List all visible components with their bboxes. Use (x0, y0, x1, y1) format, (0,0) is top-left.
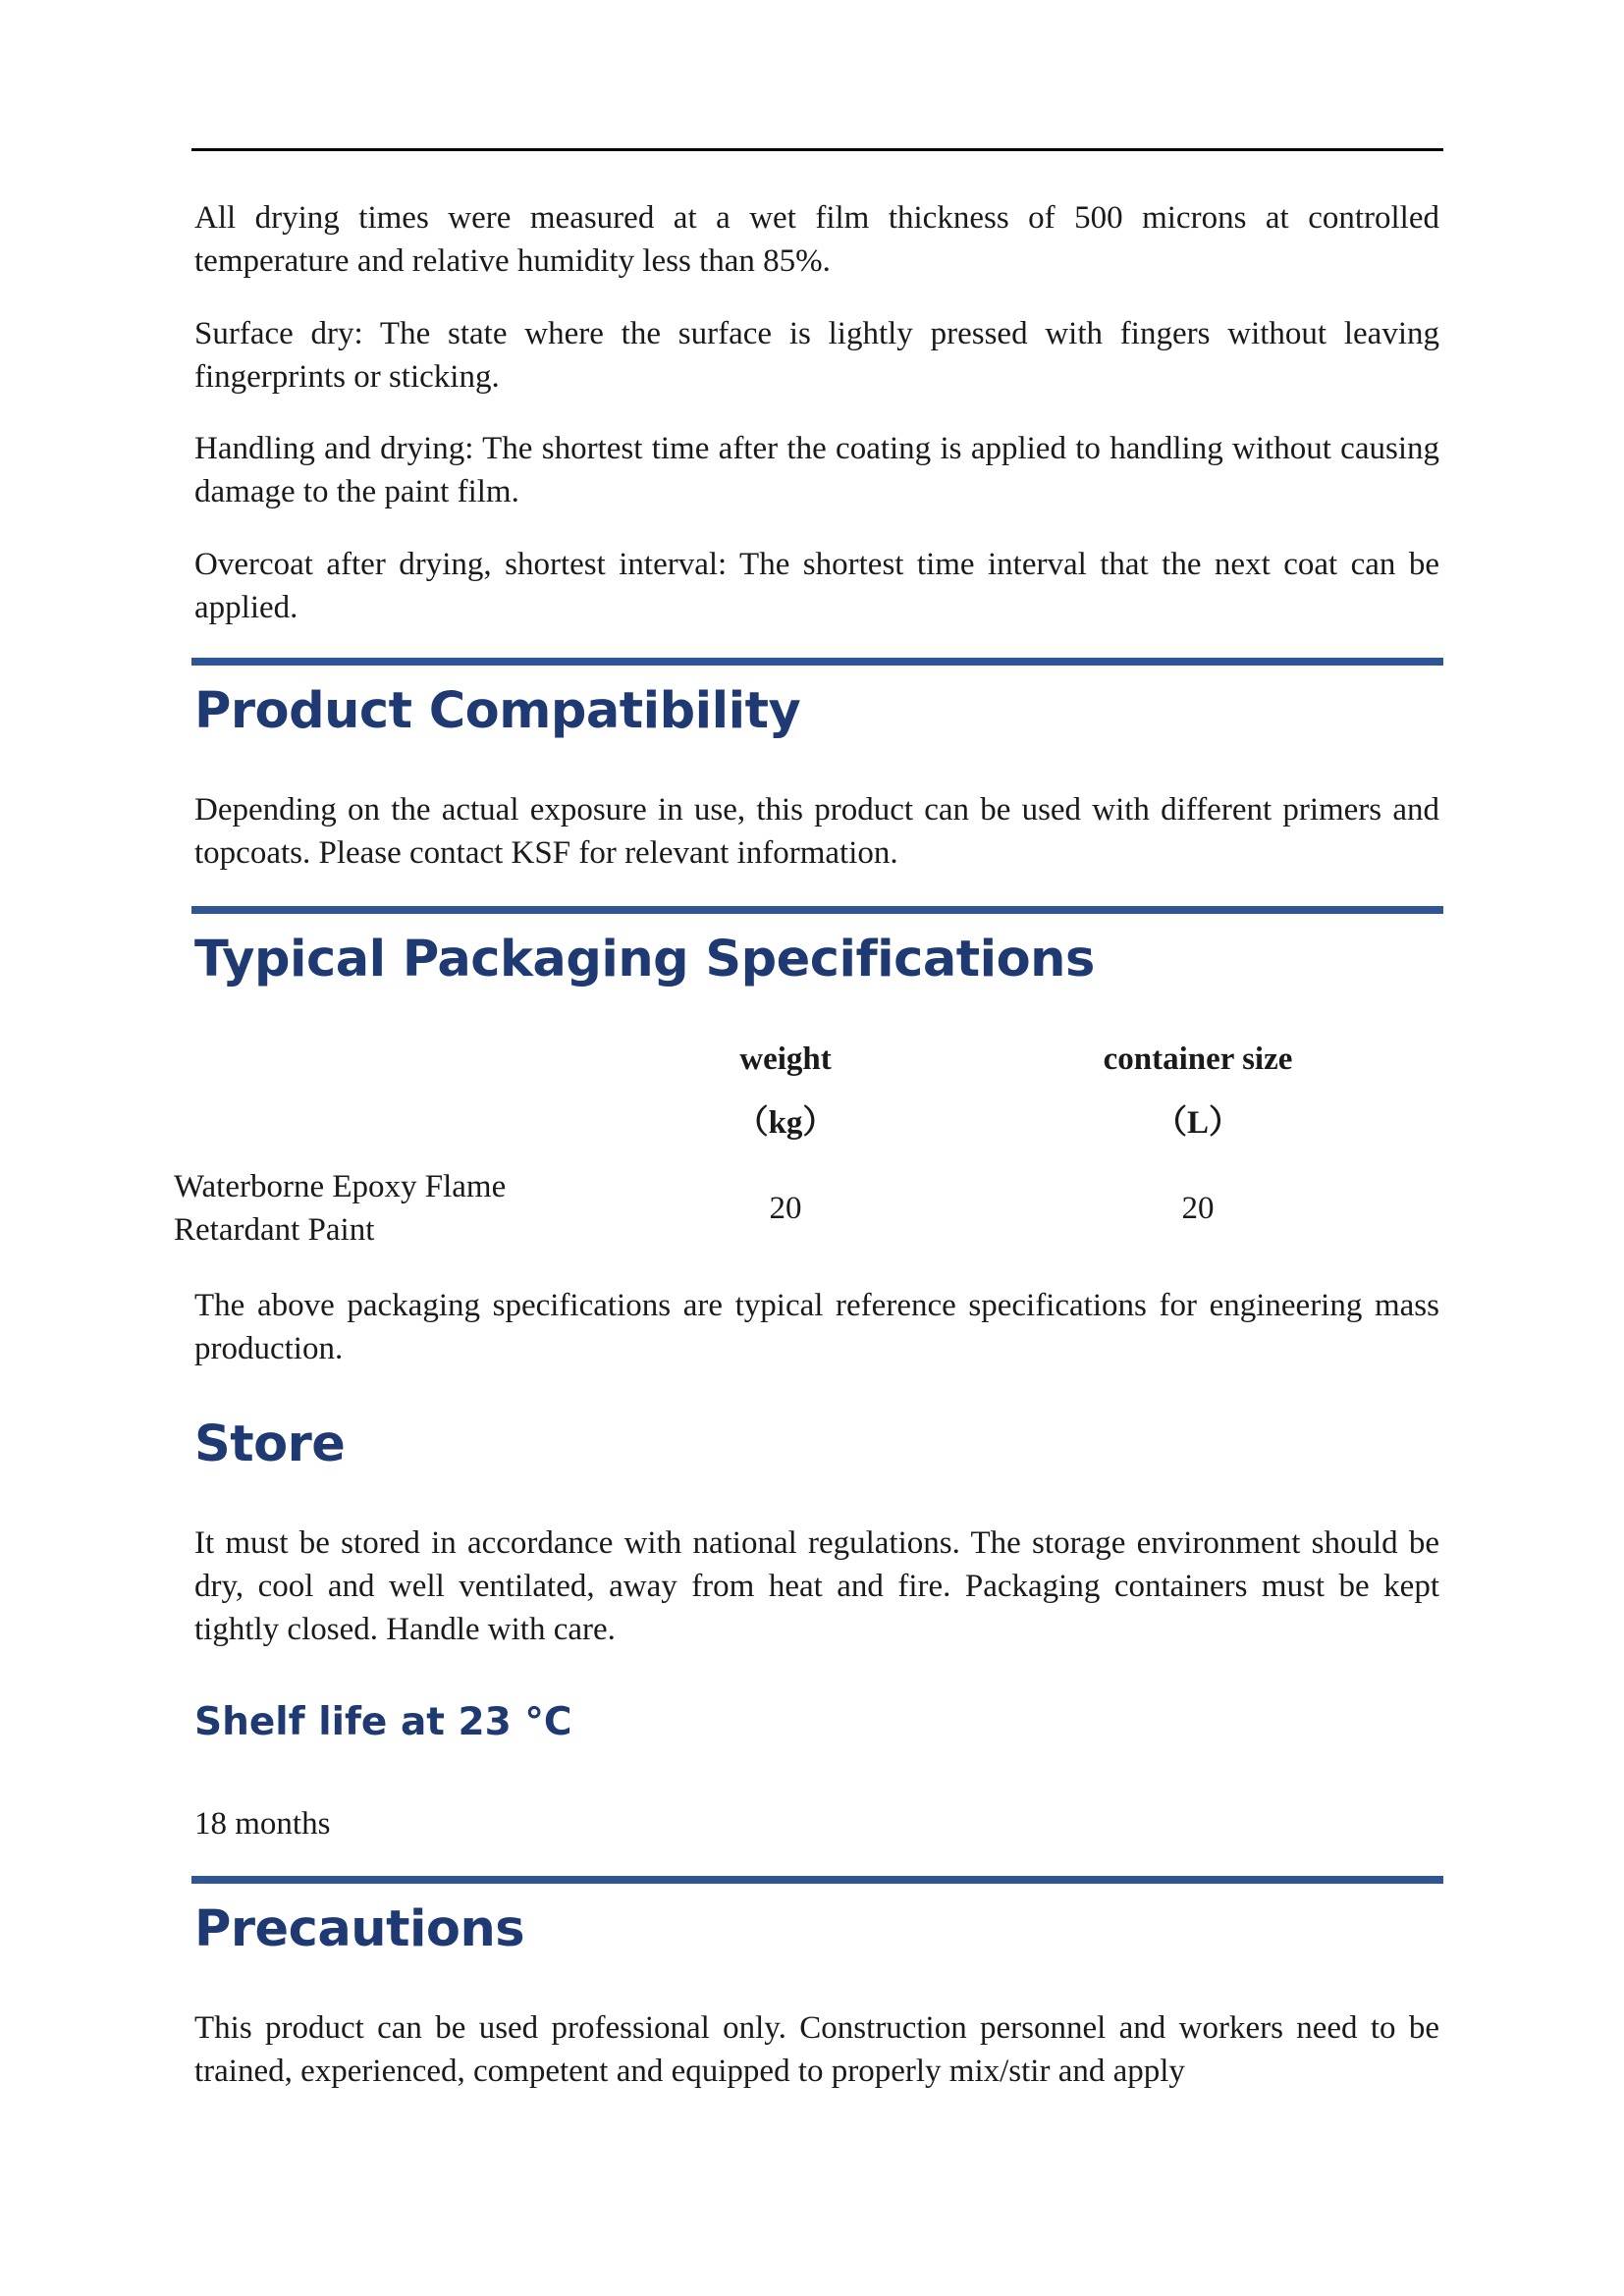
heading-shelf-life: Shelf life at 23 °C (194, 1700, 572, 1744)
drying-note-overcoat: Overcoat after drying, shortest interval: The shortest time interval that the next coat can be applied. (194, 547, 1439, 625)
store-text: It must be stored in accordance with national regulations. The storage environment should be dry, cool and well ventilated, away from heat and fire. Packaging containers must be kept tightly closed. Handle with care. (194, 1525, 1439, 1647)
compatibility-text: Depending on the actual exposure in use, this product can be used with different primers and topcoats. Please contact KSF for relevant information. (194, 792, 1439, 871)
column-header-weight: weight (739, 1041, 832, 1077)
section-rule (191, 906, 1443, 914)
drying-note-measurement: All drying times were measured at a wet film thickness of 500 microns at controlled temperature and relative humidity less than 85%. (194, 200, 1439, 279)
section-rule (191, 658, 1443, 666)
heading-store: Store (194, 1415, 346, 1473)
shelf-life-value: 18 months (194, 1806, 331, 1842)
table-row-product-name: Waterborne Epoxy Flame Retardant Paint (174, 1169, 507, 1248)
column-unit-weight: （kg） (735, 1105, 836, 1141)
drying-note-surface-dry: Surface dry: The state where the surface is lightly pressed with fingers without leaving fingerprints or sticking. (194, 316, 1439, 395)
heading-precautions: Precautions (194, 1900, 525, 1958)
precautions-text: This product can be used professional only. Construction personnel and workers need to be trained, experienced, competent and equipped to properly mix/stir and apply (194, 2010, 1439, 2089)
drying-note-handling: Handling and drying: The shortest time after the coating is applied to handling without causing damage to the paint film. (194, 431, 1439, 509)
section-rule (191, 1876, 1443, 1884)
packaging-note: The above packaging specifications are typical reference specifications for engineering mass production. (194, 1288, 1439, 1366)
header-rule (191, 148, 1443, 151)
table-cell-container-size: 20 (1181, 1191, 1215, 1226)
table-cell-weight: 20 (769, 1191, 802, 1226)
heading-product-compatibility: Product Compatibility (194, 682, 801, 740)
column-unit-container-size: （L） (1154, 1105, 1241, 1141)
column-header-container-size: container size (1103, 1041, 1293, 1077)
heading-packaging-specifications: Typical Packaging Specifications (194, 931, 1095, 988)
